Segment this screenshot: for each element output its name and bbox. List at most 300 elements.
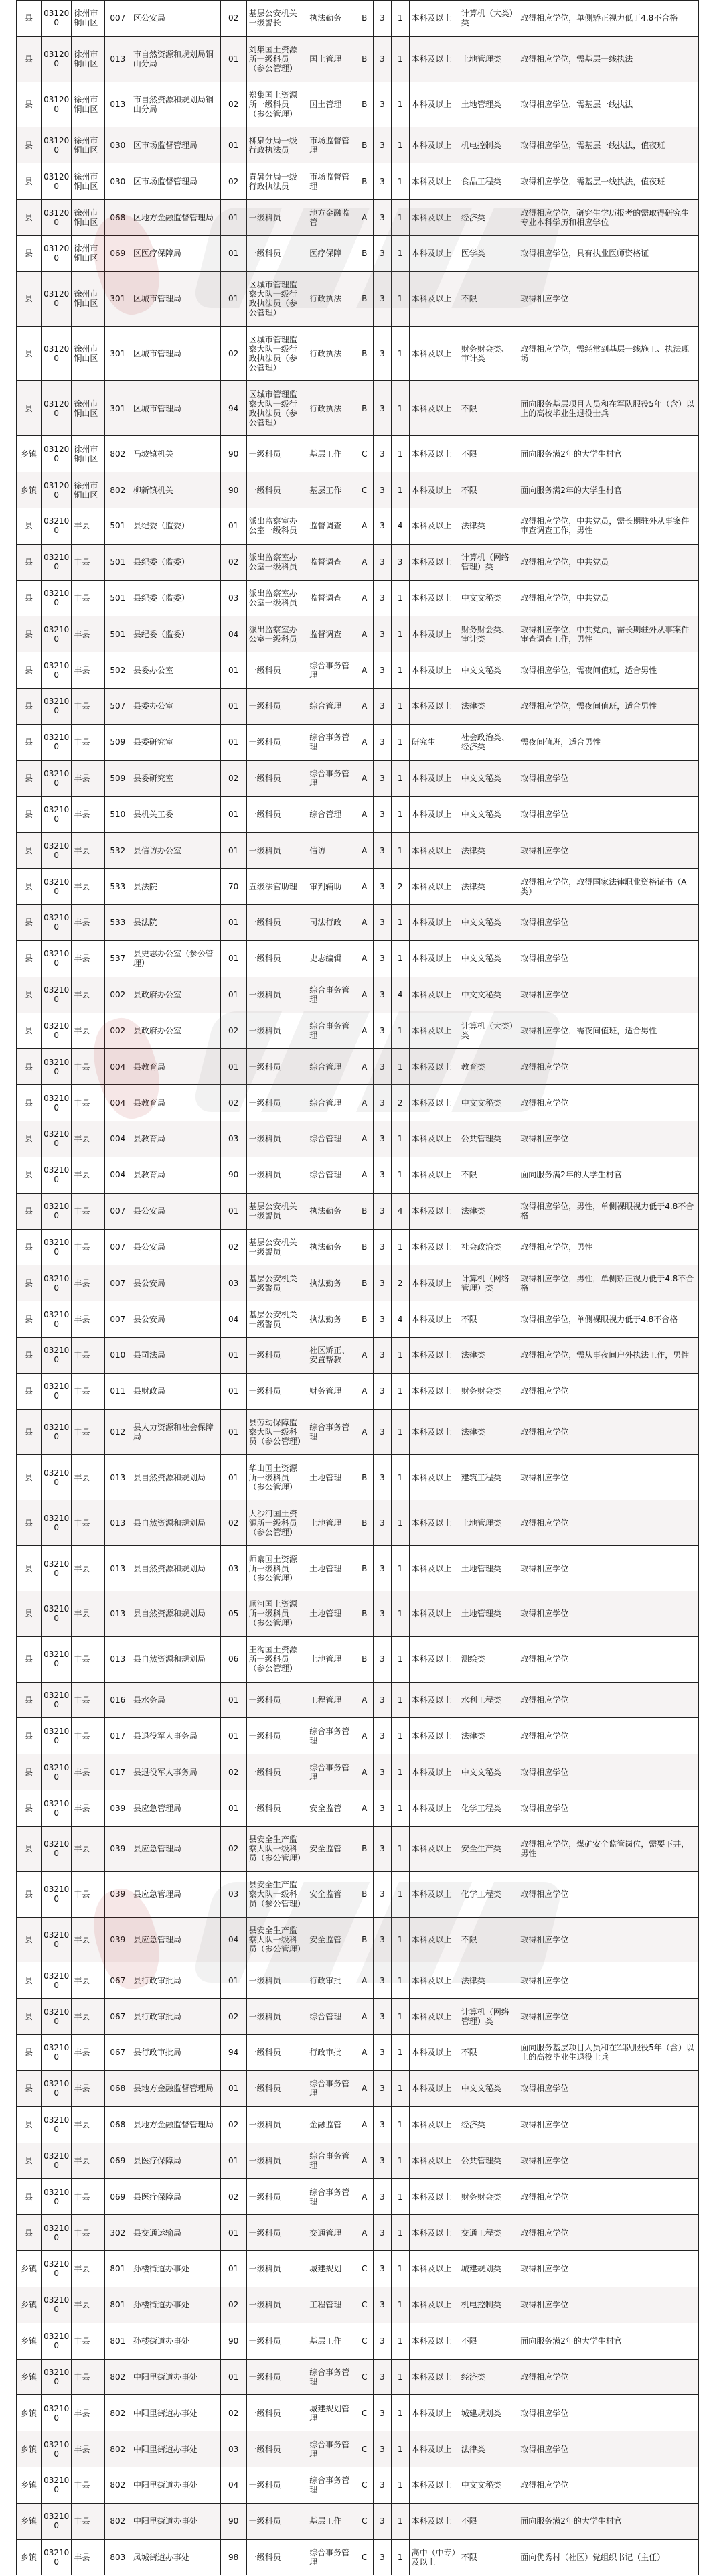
exam-category-cell: C xyxy=(355,2251,374,2287)
table-row xyxy=(17,1591,699,1636)
unit-code-cell: 302 xyxy=(104,2215,131,2251)
education-cell: 本科及以上 xyxy=(409,1,459,37)
position-name-cell: 大沙河国土资源所一级科员（参公管理） xyxy=(246,1500,307,1546)
other-conditions-cell: 取得相应学位 xyxy=(518,2106,699,2143)
area-level-cell: 县 xyxy=(17,381,42,436)
org-code-cell: 032100 xyxy=(42,833,72,869)
ratio-cell: 3 xyxy=(374,2539,392,2575)
education-cell: 本科及以上 xyxy=(409,2503,459,2539)
education-cell: 本科及以上 xyxy=(409,2035,459,2071)
exam-category-cell: C xyxy=(355,2359,374,2395)
position-code-cell: 02 xyxy=(220,2287,246,2323)
unit-code-cell: 069 xyxy=(104,2143,131,2179)
headcount-cell: 1 xyxy=(391,1121,409,1157)
headcount-cell: 1 xyxy=(391,2323,409,2359)
other-conditions-cell: 取得相应学位，中共党员，需长期驻外从事案件审查调查工作，男性 xyxy=(518,616,699,652)
headcount-cell: 1 xyxy=(391,2179,409,2215)
org-code-cell: 032100 xyxy=(42,905,72,941)
position-type-cell: 行政执法 xyxy=(307,271,355,326)
table-row xyxy=(17,472,699,508)
region-cell: 丰县 xyxy=(72,1999,104,2035)
education-cell: 本科及以上 xyxy=(409,760,459,796)
exam-category-cell: B xyxy=(355,127,374,163)
position-code-cell: 02 xyxy=(220,1013,246,1049)
position-name-cell: 师寨国土资源所一级科员（参公管理） xyxy=(246,1546,307,1591)
area-level-cell: 乡镇 xyxy=(17,2251,42,2287)
unit-code-cell: 802 xyxy=(104,2395,131,2431)
position-type-cell: 综合管理 xyxy=(307,796,355,833)
table-row xyxy=(17,2035,699,2071)
other-conditions-cell: 取得相应学位，研究生学历报考的需取得研究生专业本科学历和相应学位 xyxy=(518,200,699,236)
education-cell: 本科及以上 xyxy=(409,1962,459,1999)
position-code-cell: 02 xyxy=(220,326,246,381)
unit-name-cell: 县纪委（监委） xyxy=(131,544,220,580)
headcount-cell: 1 xyxy=(391,271,409,326)
org-code-cell: 032100 xyxy=(42,2251,72,2287)
other-conditions-cell: 取得相应学位，中共党员 xyxy=(518,544,699,580)
other-conditions-cell: 取得相应学位 xyxy=(518,977,699,1013)
other-conditions-cell: 取得相应学位，取得国家法律职业资格证书（A类） xyxy=(518,869,699,905)
unit-code-cell: 012 xyxy=(104,1409,131,1455)
headcount-cell: 1 xyxy=(391,940,409,977)
major-cell: 土地管理类 xyxy=(459,1500,518,1546)
area-level-cell: 县 xyxy=(17,1546,42,1591)
major-cell: 机电控制类 xyxy=(459,127,518,163)
exam-category-cell: A xyxy=(355,689,374,725)
position-name-cell: 华山国土资源所一级科员（参公管理） xyxy=(246,1455,307,1500)
table-row xyxy=(17,544,699,580)
other-conditions-cell: 取得相应学位 xyxy=(518,1455,699,1500)
major-cell: 化学工程类 xyxy=(459,1790,518,1827)
headcount-cell: 1 xyxy=(391,1754,409,1790)
ratio-cell: 3 xyxy=(374,580,392,616)
table-row xyxy=(17,1500,699,1546)
region-cell: 丰县 xyxy=(72,2070,104,2106)
position-type-cell: 综合管理 xyxy=(307,1049,355,1085)
unit-code-cell: 069 xyxy=(104,235,131,271)
education-cell: 本科及以上 xyxy=(409,2467,459,2504)
org-code-cell: 031200 xyxy=(42,472,72,508)
position-type-cell: 综合管理 xyxy=(307,689,355,725)
exam-category-cell: B xyxy=(355,163,374,200)
education-cell: 本科及以上 xyxy=(409,127,459,163)
exam-category-cell: B xyxy=(355,1455,374,1500)
table-row xyxy=(17,977,699,1013)
unit-name-cell: 孙楼街道办事处 xyxy=(131,2323,220,2359)
ratio-cell: 3 xyxy=(374,2215,392,2251)
position-code-cell: 02 xyxy=(220,82,246,127)
table-row xyxy=(17,235,699,271)
area-level-cell: 县 xyxy=(17,1409,42,1455)
exam-category-cell: A xyxy=(355,1121,374,1157)
headcount-cell: 1 xyxy=(391,905,409,941)
major-cell: 机电控制类 xyxy=(459,2287,518,2323)
table-row xyxy=(17,1871,699,1917)
position-type-cell: 审判辅助 xyxy=(307,869,355,905)
region-cell: 丰县 xyxy=(72,508,104,544)
exam-category-cell: A xyxy=(355,1962,374,1999)
education-cell: 本科及以上 xyxy=(409,1500,459,1546)
exam-category-cell: A xyxy=(355,1085,374,1121)
position-type-cell: 基层工作 xyxy=(307,2503,355,2539)
position-code-cell: 04 xyxy=(220,616,246,652)
region-cell: 丰县 xyxy=(72,1265,104,1301)
table-row xyxy=(17,1917,699,1962)
major-cell: 化学工程类 xyxy=(459,1871,518,1917)
exam-category-cell: A xyxy=(355,977,374,1013)
position-code-cell: 03 xyxy=(220,1121,246,1157)
region-cell: 丰县 xyxy=(72,2395,104,2431)
area-level-cell: 县 xyxy=(17,2179,42,2215)
position-type-cell: 医疗保障 xyxy=(307,235,355,271)
table-row xyxy=(17,2539,699,2575)
other-conditions-cell: 取得相应学位 xyxy=(518,2251,699,2287)
position-name-cell: 王沟国土资源所一级科员（参公管理） xyxy=(246,1636,307,1682)
position-code-cell: 04 xyxy=(220,2467,246,2504)
other-conditions-cell: 取得相应学位 xyxy=(518,760,699,796)
ratio-cell: 3 xyxy=(374,1229,392,1265)
ratio-cell: 3 xyxy=(374,652,392,689)
unit-name-cell: 县机关工委 xyxy=(131,796,220,833)
position-code-cell: 70 xyxy=(220,869,246,905)
education-cell: 本科及以上 xyxy=(409,1718,459,1754)
ratio-cell: 3 xyxy=(374,1337,392,1373)
unit-name-cell: 区城市管理局 xyxy=(131,326,220,381)
education-cell: 本科及以上 xyxy=(409,1229,459,1265)
position-name-cell: 一级科员 xyxy=(246,1962,307,1999)
area-level-cell: 县 xyxy=(17,1962,42,1999)
position-code-cell: 02 xyxy=(220,760,246,796)
headcount-cell: 1 xyxy=(391,235,409,271)
major-cell: 中文文秘类 xyxy=(459,580,518,616)
position-name-cell: 一级科员 xyxy=(246,2179,307,2215)
headcount-cell: 1 xyxy=(391,1718,409,1754)
ratio-cell: 3 xyxy=(374,2323,392,2359)
position-code-cell: 94 xyxy=(220,381,246,436)
unit-code-cell: 017 xyxy=(104,1754,131,1790)
region-cell: 丰县 xyxy=(72,1500,104,1546)
ratio-cell: 3 xyxy=(374,940,392,977)
area-level-cell: 乡镇 xyxy=(17,2395,42,2431)
region-cell: 丰县 xyxy=(72,2503,104,2539)
region-cell: 丰县 xyxy=(72,1301,104,1338)
region-cell: 丰县 xyxy=(72,2539,104,2575)
headcount-cell: 1 xyxy=(391,127,409,163)
table-row xyxy=(17,2251,699,2287)
org-code-cell: 031200 xyxy=(42,127,72,163)
education-cell: 本科及以上 xyxy=(409,1682,459,1718)
unit-code-cell: 007 xyxy=(104,1229,131,1265)
org-code-cell: 031200 xyxy=(42,436,72,472)
other-conditions-cell: 取得相应学位 xyxy=(518,1754,699,1790)
table-row xyxy=(17,2179,699,2215)
other-conditions-cell: 取得相应学位 xyxy=(518,1917,699,1962)
education-cell: 本科及以上 xyxy=(409,2251,459,2287)
area-level-cell: 县 xyxy=(17,1085,42,1121)
area-level-cell: 县 xyxy=(17,1455,42,1500)
ratio-cell: 3 xyxy=(374,1301,392,1338)
org-code-cell: 032100 xyxy=(42,2431,72,2467)
ratio-cell: 3 xyxy=(374,2251,392,2287)
education-cell: 本科及以上 xyxy=(409,869,459,905)
position-code-cell: 03 xyxy=(220,1265,246,1301)
other-conditions-cell: 取得相应学位 xyxy=(518,940,699,977)
position-type-cell: 土地管理 xyxy=(307,1455,355,1500)
org-code-cell: 031200 xyxy=(42,271,72,326)
major-cell: 计算机（大类）类 xyxy=(459,1,518,37)
headcount-cell: 1 xyxy=(391,1826,409,1871)
other-conditions-cell: 取得相应学位，需基层一线执法 xyxy=(518,82,699,127)
area-level-cell: 县 xyxy=(17,2106,42,2143)
position-name-cell: 一级科员 xyxy=(246,1049,307,1085)
table-row xyxy=(17,1373,699,1409)
table-row xyxy=(17,1013,699,1049)
position-name-cell: 一级科员 xyxy=(246,760,307,796)
org-code-cell: 032100 xyxy=(42,1591,72,1636)
region-cell: 丰县 xyxy=(72,1591,104,1636)
org-code-cell: 032100 xyxy=(42,2503,72,2539)
unit-name-cell: 市自然资源和规划局铜山分局 xyxy=(131,82,220,127)
region-cell: 丰县 xyxy=(72,1373,104,1409)
ratio-cell: 3 xyxy=(374,1962,392,1999)
unit-code-cell: 802 xyxy=(104,436,131,472)
region-cell: 徐州市铜山区 xyxy=(72,163,104,200)
region-cell: 徐州市铜山区 xyxy=(72,127,104,163)
other-conditions-cell: 面向服务满2年的大学生村官 xyxy=(518,2323,699,2359)
education-cell: 本科及以上 xyxy=(409,235,459,271)
org-code-cell: 032100 xyxy=(42,2106,72,2143)
exam-category-cell: A xyxy=(355,2179,374,2215)
unit-name-cell: 孙楼街道办事处 xyxy=(131,2287,220,2323)
position-type-cell: 综合事务管理 xyxy=(307,1409,355,1455)
org-code-cell: 031200 xyxy=(42,82,72,127)
position-name-cell: 一级科员 xyxy=(246,235,307,271)
area-level-cell: 县 xyxy=(17,1591,42,1636)
table-row xyxy=(17,200,699,236)
table-row xyxy=(17,1121,699,1157)
major-cell: 食品工程类 xyxy=(459,163,518,200)
position-type-cell: 工程管理 xyxy=(307,2287,355,2323)
headcount-cell: 4 xyxy=(391,1301,409,1338)
position-code-cell: 01 xyxy=(220,689,246,725)
area-level-cell: 县 xyxy=(17,1229,42,1265)
region-cell: 徐州市铜山区 xyxy=(72,36,104,82)
ratio-cell: 3 xyxy=(374,235,392,271)
unit-code-cell: 801 xyxy=(104,2323,131,2359)
education-cell: 本科及以上 xyxy=(409,544,459,580)
unit-name-cell: 县教育局 xyxy=(131,1049,220,1085)
headcount-cell: 1 xyxy=(391,1229,409,1265)
position-type-cell: 信访 xyxy=(307,833,355,869)
table-row xyxy=(17,1999,699,2035)
position-type-cell: 安全监管 xyxy=(307,1790,355,1827)
org-code-cell: 032100 xyxy=(42,1790,72,1827)
education-cell: 研究生 xyxy=(409,724,459,760)
exam-category-cell: C xyxy=(355,2467,374,2504)
unit-name-cell: 县委研究室 xyxy=(131,724,220,760)
unit-name-cell: 县交通运输局 xyxy=(131,2215,220,2251)
position-name-cell: 一级科员 xyxy=(246,652,307,689)
position-name-cell: 刘集国土资源所一级科员（参公管理） xyxy=(246,36,307,82)
position-code-cell: 90 xyxy=(220,472,246,508)
position-code-cell: 01 xyxy=(220,2359,246,2395)
headcount-cell: 1 xyxy=(391,1013,409,1049)
ratio-cell: 3 xyxy=(374,508,392,544)
ratio-cell: 3 xyxy=(374,1682,392,1718)
org-code-cell: 032100 xyxy=(42,1409,72,1455)
position-code-cell: 01 xyxy=(220,1718,246,1754)
unit-code-cell: 803 xyxy=(104,2539,131,2575)
org-code-cell: 032100 xyxy=(42,1265,72,1301)
unit-name-cell: 县应急管理局 xyxy=(131,1917,220,1962)
unit-code-cell: 533 xyxy=(104,869,131,905)
org-code-cell: 032100 xyxy=(42,724,72,760)
education-cell: 本科及以上 xyxy=(409,2179,459,2215)
major-cell: 测绘类 xyxy=(459,1636,518,1682)
exam-category-cell: C xyxy=(355,472,374,508)
major-cell: 法律类 xyxy=(459,1962,518,1999)
unit-code-cell: 013 xyxy=(104,1546,131,1591)
table-row xyxy=(17,127,699,163)
exam-category-cell: A xyxy=(355,905,374,941)
unit-name-cell: 县人力资源和社会保障局 xyxy=(131,1409,220,1455)
region-cell: 丰县 xyxy=(72,2467,104,2504)
unit-name-cell: 县退役军人事务局 xyxy=(131,1718,220,1754)
region-cell: 丰县 xyxy=(72,724,104,760)
major-cell: 土地管理类 xyxy=(459,1546,518,1591)
ratio-cell: 3 xyxy=(374,1546,392,1591)
education-cell: 本科及以上 xyxy=(409,1917,459,1962)
other-conditions-cell: 取得相应学位 xyxy=(518,1049,699,1085)
org-code-cell: 032100 xyxy=(42,2467,72,2504)
position-code-cell: 02 xyxy=(220,1754,246,1790)
ratio-cell: 3 xyxy=(374,1999,392,2035)
other-conditions-cell: 取得相应学位，需夜间值班，适合男性 xyxy=(518,689,699,725)
table-row xyxy=(17,724,699,760)
unit-name-cell: 县医疗保障局 xyxy=(131,2143,220,2179)
org-code-cell: 032100 xyxy=(42,2035,72,2071)
table-row xyxy=(17,1229,699,1265)
area-level-cell: 县 xyxy=(17,82,42,127)
table-row xyxy=(17,1826,699,1871)
position-name-cell: 一级科员 xyxy=(246,2359,307,2395)
unit-code-cell: 004 xyxy=(104,1157,131,1193)
major-cell: 不限 xyxy=(459,472,518,508)
region-cell: 丰县 xyxy=(72,2431,104,2467)
headcount-cell: 1 xyxy=(391,1409,409,1455)
unit-code-cell: 067 xyxy=(104,1999,131,2035)
position-code-cell: 01 xyxy=(220,1193,246,1229)
position-name-cell: 县安全生产监察大队一级科员（参公管理） xyxy=(246,1917,307,1962)
exam-category-cell: A xyxy=(355,1337,374,1373)
org-code-cell: 032100 xyxy=(42,2215,72,2251)
area-level-cell: 乡镇 xyxy=(17,2323,42,2359)
position-code-cell: 03 xyxy=(220,580,246,616)
other-conditions-cell: 取得相应学位 xyxy=(518,833,699,869)
other-conditions-cell: 取得相应学位 xyxy=(518,1409,699,1455)
major-cell: 经济类 xyxy=(459,200,518,236)
area-level-cell: 乡镇 xyxy=(17,2467,42,2504)
table-row xyxy=(17,163,699,200)
major-cell: 中文文秘类 xyxy=(459,905,518,941)
education-cell: 本科及以上 xyxy=(409,796,459,833)
position-code-cell: 01 xyxy=(220,1790,246,1827)
other-conditions-cell: 取得相应学位 xyxy=(518,1591,699,1636)
region-cell: 丰县 xyxy=(72,833,104,869)
table-row xyxy=(17,271,699,326)
unit-name-cell: 县地方金融监督管理局 xyxy=(131,2106,220,2143)
exam-category-cell: A xyxy=(355,869,374,905)
position-code-cell: 02 xyxy=(220,1826,246,1871)
education-cell: 本科及以上 xyxy=(409,2323,459,2359)
exam-category-cell: A xyxy=(355,940,374,977)
headcount-cell: 1 xyxy=(391,1790,409,1827)
exam-category-cell: A xyxy=(355,1157,374,1193)
exam-category-cell: B xyxy=(355,82,374,127)
major-cell: 法律类 xyxy=(459,1193,518,1229)
exam-category-cell: A xyxy=(355,652,374,689)
area-level-cell: 县 xyxy=(17,2035,42,2071)
position-code-cell: 90 xyxy=(220,1157,246,1193)
area-level-cell: 县 xyxy=(17,1013,42,1049)
table-row xyxy=(17,1754,699,1790)
org-code-cell: 032100 xyxy=(42,1962,72,1999)
other-conditions-cell: 面向服务基层项目人员和在军队服役5年（含）以上的高校毕业生退役士兵 xyxy=(518,2035,699,2071)
position-type-cell: 工程管理 xyxy=(307,1682,355,1718)
major-cell: 法律类 xyxy=(459,689,518,725)
position-code-cell: 01 xyxy=(220,2143,246,2179)
other-conditions-cell: 取得相应学位，需基层一线执法，值夜班 xyxy=(518,127,699,163)
unit-name-cell: 县教育局 xyxy=(131,1157,220,1193)
major-cell: 计算机（网络管理）类 xyxy=(459,1999,518,2035)
ratio-cell: 3 xyxy=(374,163,392,200)
unit-name-cell: 柳新镇机关 xyxy=(131,472,220,508)
headcount-cell: 1 xyxy=(391,1636,409,1682)
area-level-cell: 县 xyxy=(17,616,42,652)
area-level-cell: 县 xyxy=(17,2070,42,2106)
education-cell: 本科及以上 xyxy=(409,200,459,236)
table-row xyxy=(17,2287,699,2323)
unit-name-cell: 县公安局 xyxy=(131,1229,220,1265)
region-cell: 丰县 xyxy=(72,1337,104,1373)
position-code-cell: 01 xyxy=(220,940,246,977)
education-cell: 本科及以上 xyxy=(409,689,459,725)
position-code-cell: 01 xyxy=(220,2070,246,2106)
unit-name-cell: 区市场监督管理局 xyxy=(131,127,220,163)
table-row xyxy=(17,381,699,436)
position-name-cell: 一级科员 xyxy=(246,724,307,760)
position-name-cell: 一级科员 xyxy=(246,1999,307,2035)
unit-code-cell: 016 xyxy=(104,1682,131,1718)
unit-name-cell: 区市场监督管理局 xyxy=(131,163,220,200)
ratio-cell: 3 xyxy=(374,724,392,760)
exam-category-cell: B xyxy=(355,326,374,381)
position-type-cell: 综合事务管理 xyxy=(307,2431,355,2467)
ratio-cell: 3 xyxy=(374,2431,392,2467)
table-row xyxy=(17,1718,699,1754)
area-level-cell: 县 xyxy=(17,2143,42,2179)
headcount-cell: 1 xyxy=(391,2070,409,2106)
region-cell: 丰县 xyxy=(72,2179,104,2215)
position-type-cell: 行政审批 xyxy=(307,2035,355,2071)
position-type-cell: 土地管理 xyxy=(307,1636,355,1682)
exam-category-cell: B xyxy=(355,1,374,37)
position-name-cell: 一级科员 xyxy=(246,2143,307,2179)
education-cell: 本科及以上 xyxy=(409,977,459,1013)
ratio-cell: 3 xyxy=(374,2106,392,2143)
major-cell: 公共管理类 xyxy=(459,1121,518,1157)
ratio-cell: 3 xyxy=(374,2035,392,2071)
